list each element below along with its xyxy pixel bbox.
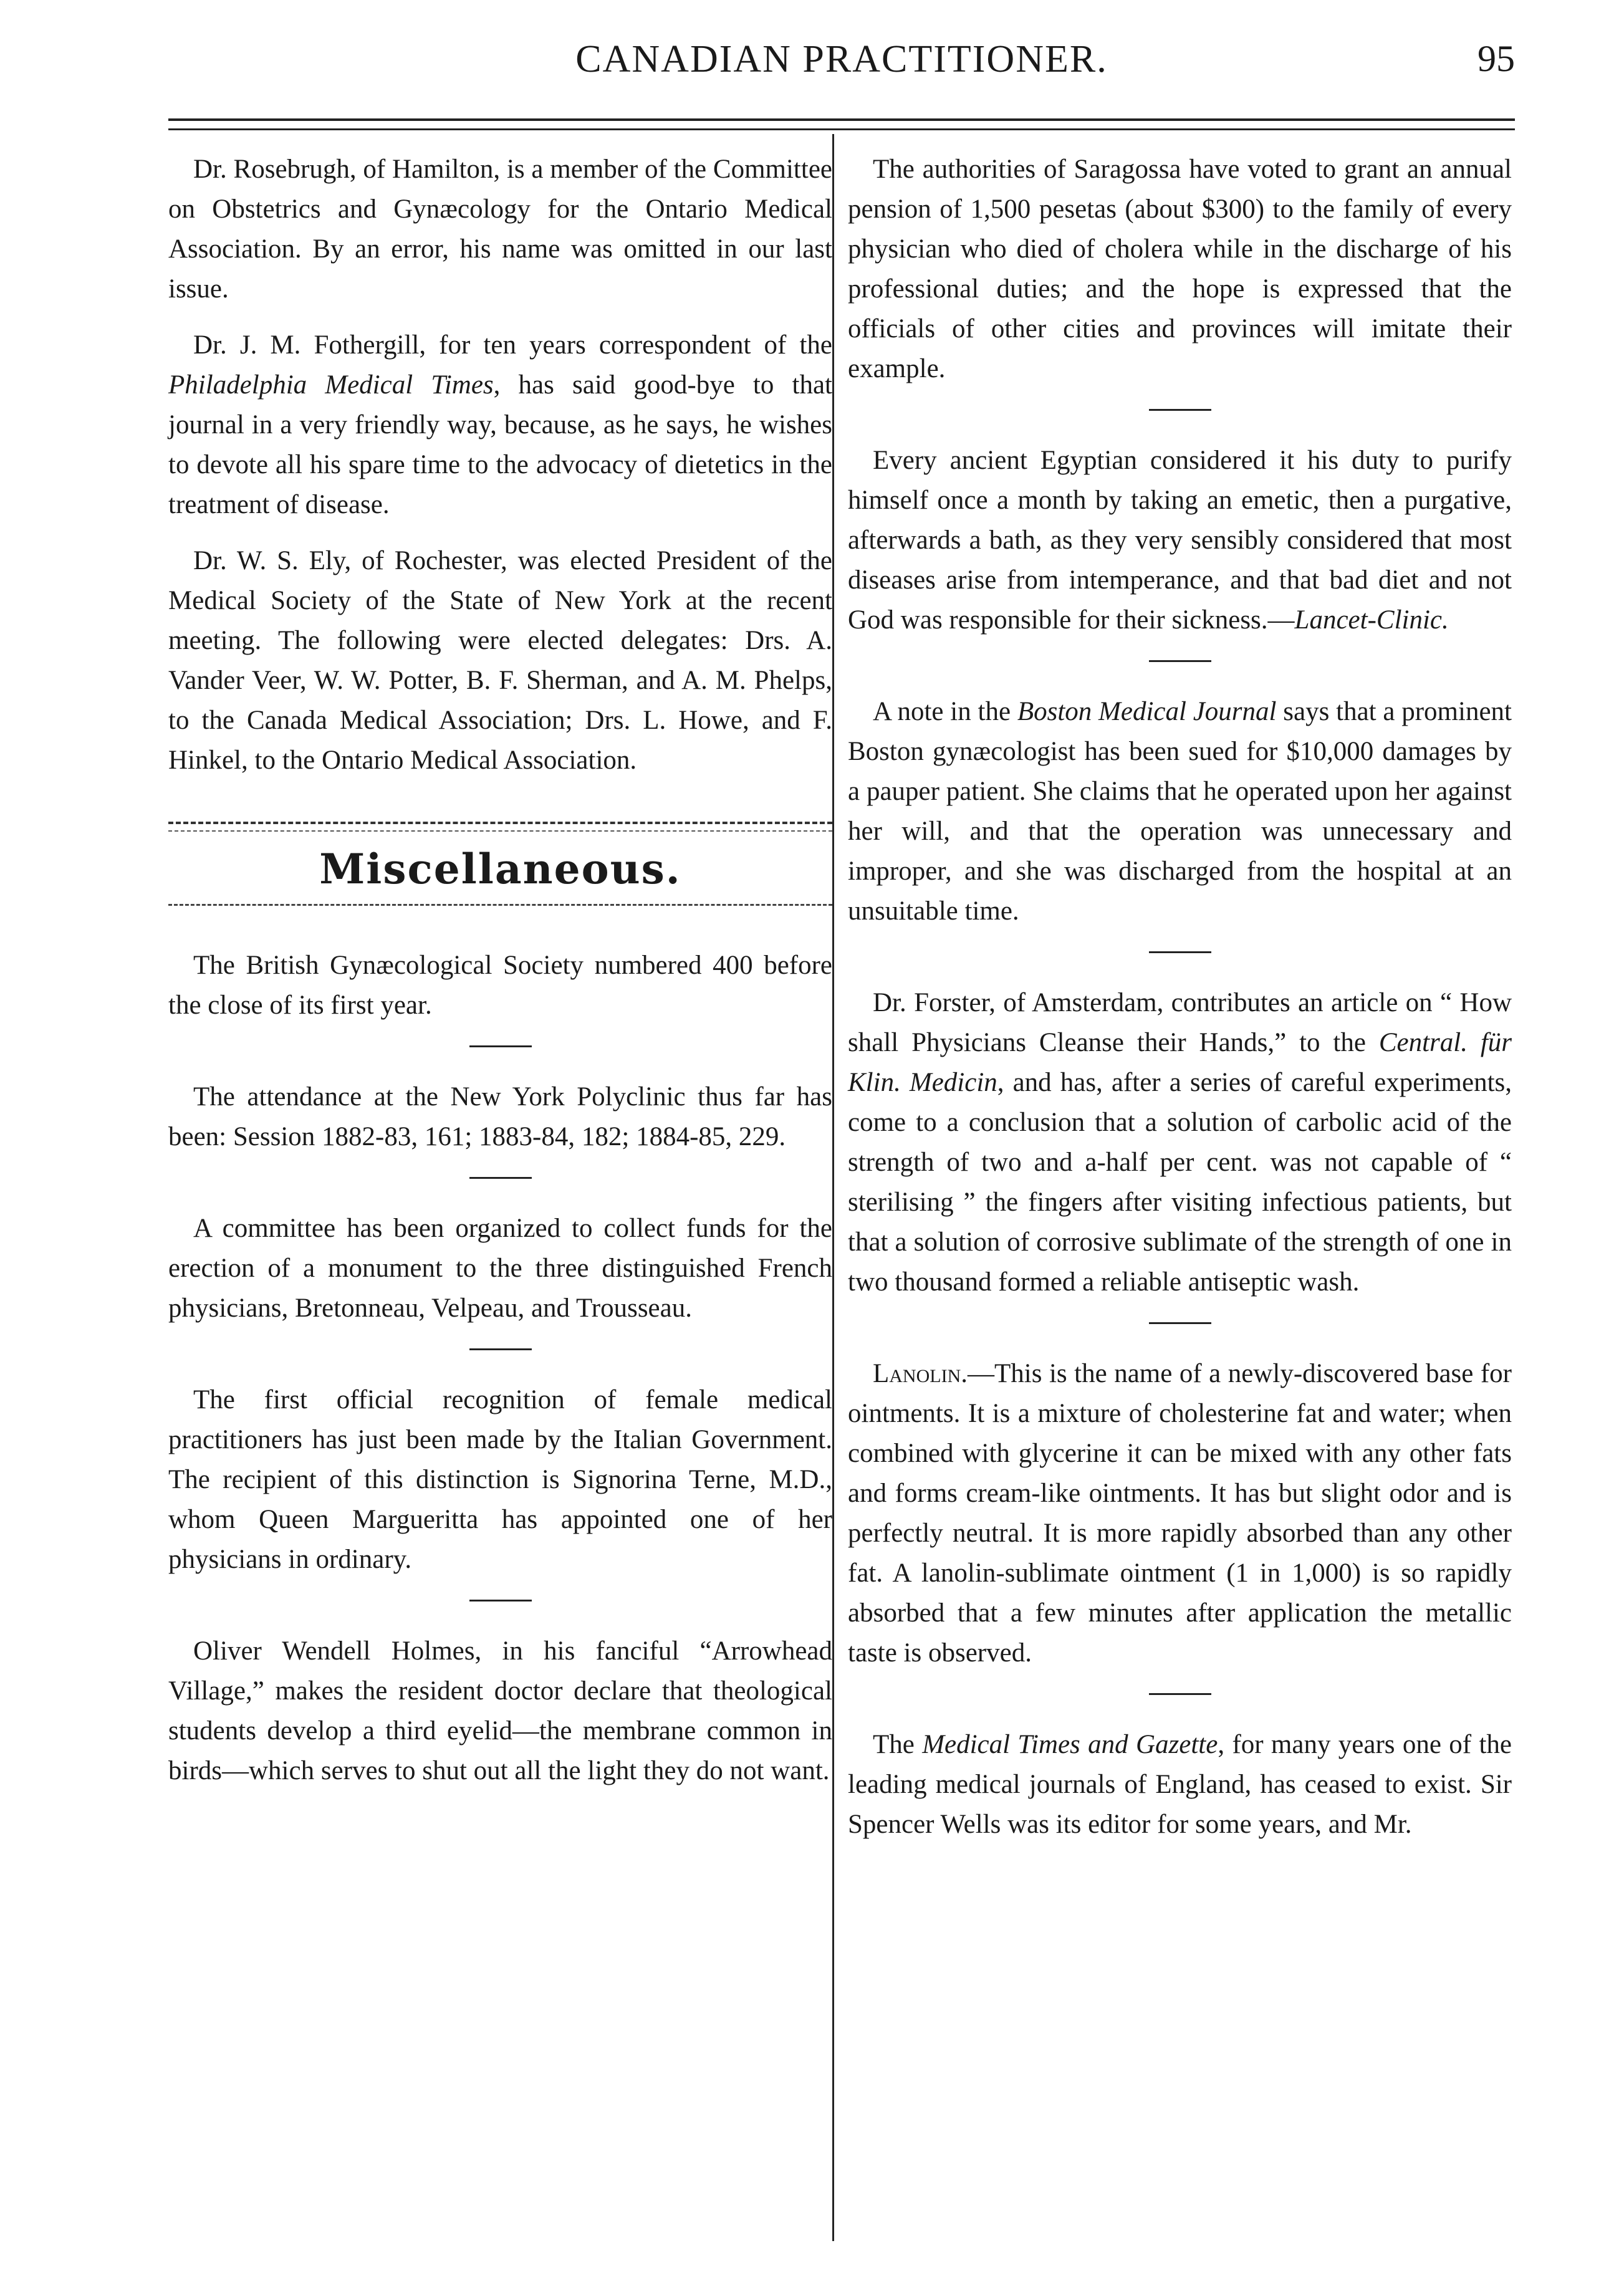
separator-rule <box>1149 409 1211 411</box>
paragraph-saragossa: The authorities of Saragossa have voted to grant an annual pension of 1,500 pesetas (about $300) to the family of every physician who died of cholera while in the discharge of his professional duties; and the hope is expressed that the officials of other cities and provinces will imitate their example. <box>848 155 1512 383</box>
paragraph-ely: Dr. W. S. Ely, of Rochester, was elected President of the Medical Society of the State of New York at the recent meeting. The following were elected delegates: Drs. A. Vander Veer, W. W. Potter, B. F. Sherman, and A. M. Phelps, to the Canada Medical Association; Drs. L. Howe, and F. Hinkel, to the Ontario Medical Association. <box>168 546 832 775</box>
header-rule-thin <box>168 128 1515 130</box>
text: Every ancient Egyptian considered it his duty to purify himself once a month by taking an emetic, then a purgative, afterwards a bath, as they very sensibly considered that most diseases arise from intemperance, and that bad diet and not God was responsible for their sickness.— <box>848 446 1512 635</box>
text: The <box>873 1730 923 1759</box>
paragraph-polyclinic: The attendance at the New York Polyclinic thus far has been: Session 1882-83, 161; 1883-84, 182; 1884-85, 229. <box>168 1082 832 1151</box>
separator-rule <box>469 1045 532 1047</box>
paragraph-medical-times <box>848 1725 1512 1845</box>
separator-rule <box>469 1348 532 1350</box>
journal-name: Philadelphia Medical Times <box>168 370 494 400</box>
paragraph-fothergill <box>168 325 832 525</box>
text: Dr. J. M. Fothergill, for ten years correspondent of the <box>193 330 832 360</box>
paragraph-forster <box>848 983 1512 1302</box>
left-column <box>168 150 832 1807</box>
separator-rule <box>1149 1322 1211 1324</box>
paragraph-gynaecological-society: The British Gynæcological Society numbered 400 before the close of its first year. <box>168 951 832 1020</box>
separator-rule <box>1149 1693 1211 1695</box>
page-header <box>168 37 1515 106</box>
text: —This is the name of a newly-discovered base for ointments. It is a mixture of cholesterine fat and water; when combined with glycerine it can be mixed with any other fats and forms cream-like ointments. It has but slight odor and is perfectly neutral. It is more rapidly absorbed than any other fat. A lanolin-sublimate ointment (1 in 1,000) is so rapidly absorbed that a few minutes after application the metallic taste is observed. <box>848 1359 1512 1668</box>
paragraph-female-practitioners: The first official recognition of female medical practitioners has just been made by the Italian Government. The recipient of this distinction is Signorina Terne, M.D., whom Queen Margueritta has appointed one of her physicians in ordinary. <box>168 1385 832 1574</box>
text: says that a prominent Boston gynæcologist has been sued for $10,000 damages by a pauper patient. She claims that he operated upon her against her will, and that the operation was unnecessary and improper, and she was discharged from the hospital at an unsuitable time. <box>848 697 1512 926</box>
text: , for many years one of the leading medical journals of England, has ceased to exist. Sir Spencer Wells was its editor for some years, and Mr. <box>848 1730 1512 1839</box>
journal-name: Medical Times and Gazette <box>922 1730 1218 1759</box>
header-rule <box>168 118 1515 121</box>
journal-name: Boston Medical Journal <box>1017 697 1277 726</box>
separator-rule <box>1149 660 1211 662</box>
text: , and has, after a series of careful experiments, come to a conclusion that a solution of carbolic acid of the strength of two and a-half per cent. was not capable of “ sterilising ” the fingers after visiting infectious patients, but that a solution of corrosive sublimate of the strength of one in two thousand formed a reliable antiseptic wash. <box>848 1068 1512 1297</box>
journal-title: CANADIAN PRACTITIONER. <box>575 38 1108 80</box>
journal-name: Central. für Klin. Medicin <box>848 1028 1512 1097</box>
paragraph-boston <box>848 692 1512 931</box>
paragraph-lanolin <box>848 1354 1512 1673</box>
right-column <box>848 150 1512 1861</box>
separator-rule <box>469 1600 532 1601</box>
separator-rule <box>1149 951 1211 953</box>
paragraph-egyptian <box>848 441 1512 640</box>
separator-rule <box>469 1177 532 1179</box>
text: A note in the <box>873 697 1017 726</box>
paragraph-rosebrugh: Dr. Rosebrugh, of Hamilton, is a member of the Committee on Obstetrics and Gynæcology for the Ontario Medical Association. By an error, his name was omitted in our last issue. <box>168 155 832 304</box>
citation: Lancet-Clinic. <box>1294 605 1449 635</box>
section-title: Miscellaneous. <box>319 845 681 893</box>
ornamental-rule <box>168 904 832 910</box>
column-divider <box>832 134 834 2241</box>
section-header <box>168 822 832 910</box>
paragraph-holmes: Oliver Wendell Holmes, in his fanciful “Arrowhead Village,” makes the resident doctor declare that theological students develop a third eyelid—the membrane common in birds—which serves to shut out all the light they do not want. <box>168 1636 832 1785</box>
page-number: 95 <box>1477 38 1515 79</box>
run-in-heading: Lanolin. <box>873 1359 968 1388</box>
text: , has said good-bye to that journal in a very friendly way, because, as he says, he wishes to devote all his spare time to the advocacy of dietetics in the treatment of disease. <box>168 370 832 519</box>
text: Dr. Forster, of Amsterdam, contributes an article on “ How shall Physicians Cleanse their Hands,” to the <box>848 988 1512 1057</box>
paragraph-monument: A committee has been organized to collect funds for the erection of a monument to the three distinguished French physicians, Bretonneau, Velpeau, and Trousseau. <box>168 1214 832 1323</box>
ornamental-rule <box>168 822 832 832</box>
